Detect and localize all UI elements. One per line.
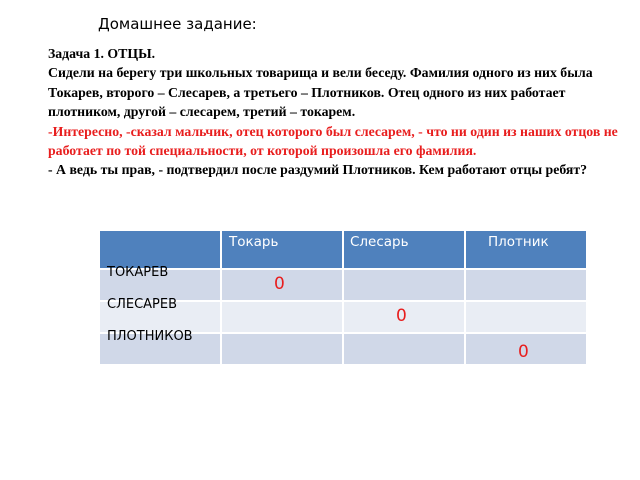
- header-cell-plotnik: [465, 230, 587, 269]
- table-cell: [221, 301, 343, 333]
- table-header-row: [99, 230, 587, 269]
- table-cell: [465, 333, 587, 365]
- table-cell: [343, 301, 465, 333]
- cell-value: 0: [274, 274, 285, 294]
- homework-heading: Домашнее задание:: [98, 15, 257, 33]
- cell-value: 0: [518, 342, 529, 362]
- row-label: СЛЕСАРЕВ: [107, 297, 178, 312]
- answer-table: [98, 229, 588, 366]
- task-text: [48, 44, 618, 180]
- table-cell: [343, 269, 465, 301]
- table-row: [99, 333, 587, 365]
- header-cell-slesar: [343, 230, 465, 269]
- table-cell: [221, 333, 343, 365]
- header-cell-empty: [99, 230, 221, 269]
- header-label-slesar: Слесарь: [350, 234, 409, 250]
- task-paragraph-red: -Интересно, -сказал мальчик, отец которого был слесарем, - что ни один из наших отцов не работает по той специальности, от которой произошла его фамилия.: [48, 123, 618, 159]
- row-label: ПЛОТНИКОВ: [107, 329, 193, 344]
- header-cell-tokar: [221, 230, 343, 269]
- task-paragraph-1: Сидели на берегу три школьных товарища и вели беседу. Фамилия одного из них была Токарев, второго – Слесарев, а третьего – Плотников. Отец одного из них работает плотником, другой – слесарем, третий – токарем.: [48, 65, 593, 120]
- cell-value: 0: [396, 306, 407, 326]
- table-cell: [343, 333, 465, 365]
- table-cell: [221, 269, 343, 301]
- task-paragraph-3: - А ведь ты прав, - подтвердил после раздумий Плотников. Кем работают отцы ребят?: [48, 162, 588, 178]
- header-label-tokar: Токарь: [229, 234, 279, 250]
- row-label-cell: [99, 329, 221, 365]
- row-label: ТОКАРЕВ: [107, 265, 169, 280]
- header-label-plotnik: Плотник: [488, 234, 549, 250]
- task-title: Задача 1. ОТЦЫ.: [48, 46, 156, 61]
- table-cell: [465, 269, 587, 301]
- table-cell: [465, 301, 587, 333]
